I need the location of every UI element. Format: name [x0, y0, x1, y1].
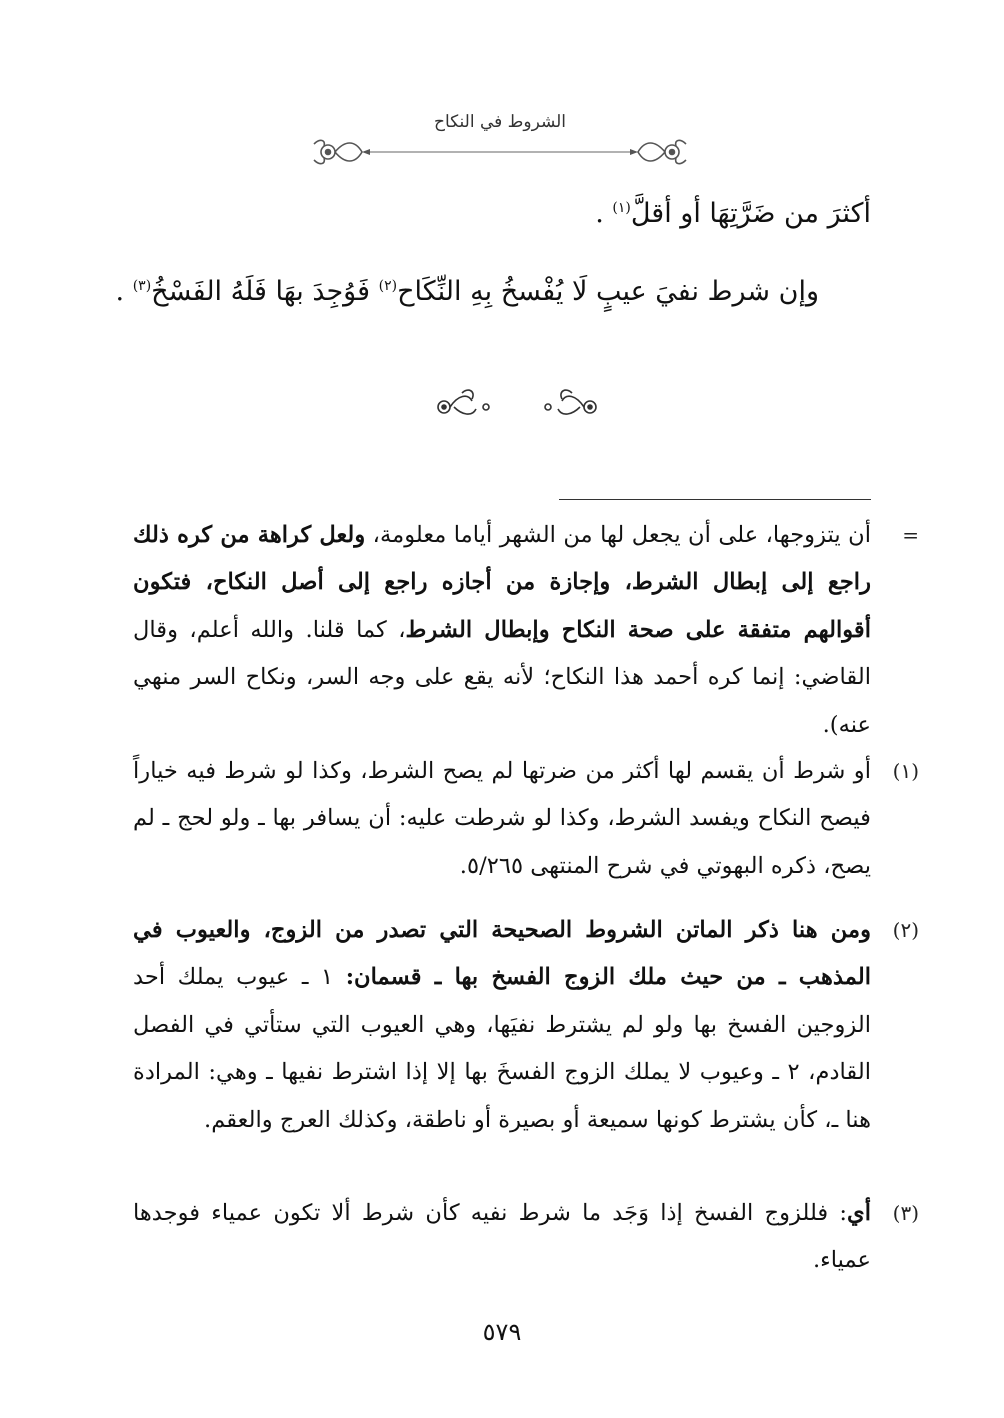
header-title: الشروط في النكاح [433, 112, 567, 132]
note-ref-1: (١) [612, 200, 631, 216]
footnote-continued [133, 512, 919, 749]
footnote-marker: = [902, 523, 919, 547]
footnote-separator [559, 499, 871, 500]
footnote-marker: (٣) [892, 1201, 919, 1225]
footnote-marker: (٢) [892, 918, 919, 942]
footnote-text: : فللزوج الفسخ إذا وَجَد ما شرط نفيه كأن شرط ألا تكون عمياء فوجدها عمياء. [133, 1200, 871, 1274]
note-ref-3: (٣) [132, 278, 152, 294]
page-number: ٥٧٩ [482, 1318, 522, 1346]
section-end-ornament [432, 385, 602, 429]
main-line-1 [595, 194, 871, 235]
header-ornament [300, 136, 700, 172]
main-text-1: أكثرَ من ضَرَّتِهَا أو أقلَّ [630, 198, 871, 229]
footnote-text: ١ ـ عيوب يملك أحد الزوجين الفسخ بها ولو لم يشترط نفيَها، وهي العيوب التي ستأتي في الفصل القادم، ٢ ـ وعيوب لا يملك الزوج الفسخَ بها إلا إذا اشترط نفيها ـ وهي: المرادة هنا ـ، كأن يشترط كونها سميعة أو بصيرة أو ناطقة، وكذلك العرج والعقم. [133, 964, 872, 1133]
footnote-text: أن يتزوجها، على أن يجعل لها من الشهر أياما معلومة، [365, 522, 871, 548]
main-line-2 [116, 272, 820, 313]
running-header [300, 112, 700, 172]
footnote-1 [133, 748, 919, 890]
footnote-text: أو شرط أن يقسم لها أكثر من ضرتها لم يصح الشرط، وكذا لو شرط فيه خياراً فيصح النكاح ويفسد الشرط، وكذا لو شرطت عليه: أن يسافر بها ـ ولو لحج ـ لم يصح، ذكره البهوتي في شرح المنتهى ٥/٢٦٥. [133, 758, 871, 879]
footnote-text: ، كما قلنا. والله أعلم، وقال القاضي: إنما كره أحمد هذا النكاح؛ لأنه يقع على وجه السر، ونكاح السر منهي عنه). [133, 616, 871, 738]
footnote-bold-text: أي [847, 1200, 871, 1226]
footnote-bold-text: ولعل كراهة من كره ذلك راجع إلى إبطال الشرط، وإجازة من أجازه راجع إلى أصل النكاح، فتكون أقوالهم متفقة على صحة النكاح وإبطال الشرط [133, 522, 871, 643]
main-text-2-end: . [115, 276, 125, 307]
footnote-bold-text: ومن هنا ذكر الماتن الشروط الصحيحة التي تصدر من الزوج، والعيوب في المذهب ـ من حيث ملك الزوج الفسخ بها ـ قسمان: [133, 917, 871, 991]
main-text-2b: فَوُجِدَ بهَا فَلَهُ الفَسْخُ [151, 276, 379, 307]
main-text-2a: وإن شرط نفيَ عيبٍ لَا يُفْسخُ بِهِ النِّكَاح [397, 276, 819, 307]
footnote-2 [133, 907, 919, 1144]
main-text-1-end: . [595, 198, 604, 229]
note-ref-2: (٢) [378, 278, 398, 294]
footnote-marker: (١) [892, 759, 919, 783]
footnote-3 [133, 1190, 919, 1285]
